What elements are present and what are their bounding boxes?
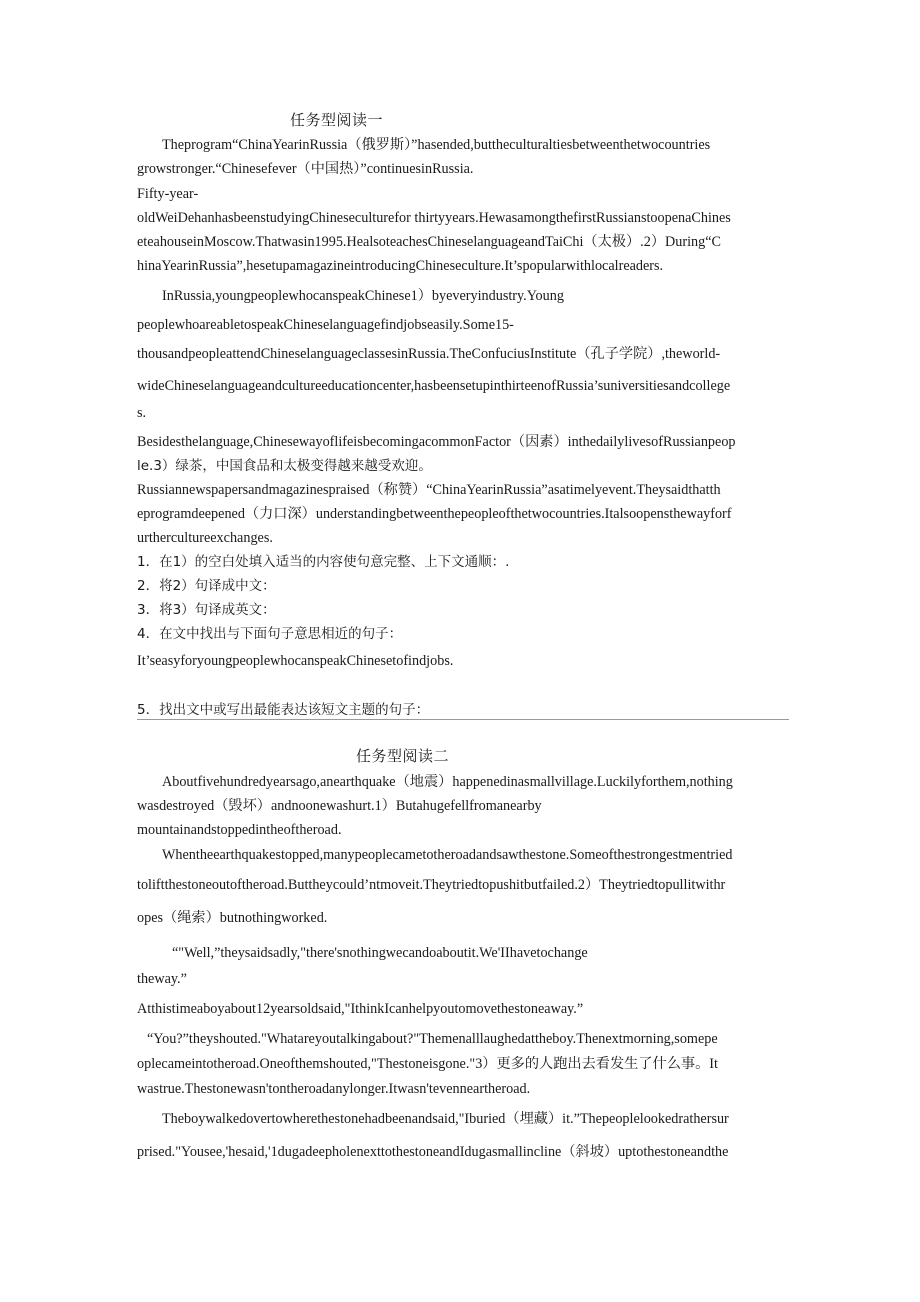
s1-line: Russiannewspapersandmagazinespraised（称赞）“ChinaYearinRussia”asatimelyevent.Theysaidthatth xyxy=(137,482,721,498)
s1-line: s. xyxy=(137,405,147,421)
s2-line: mountainandstoppedintheoftheroad. xyxy=(137,822,342,838)
s1-line: wideChineselanguageandcultureeducationcenter,hasbeensetupinthirteenofRussia’suniversitiesandcollege xyxy=(137,378,731,394)
s2-line: Aboutfivehundredyearsago,anearthquake（地震）happenedinasmallvillage.Luckilyforthem,nothing xyxy=(162,774,733,790)
question-4: 4．在文中找出与下面句子意思相近的句子： xyxy=(137,626,403,642)
s1-line: thousandpeopleattendChineselanguageclassesinRussia.TheConfuciusInstitute（孔子学院）,theworld- xyxy=(137,346,721,362)
s2-line: wasdestroyed（毁坏）andnoonewashurt.1）Butahugefellfromanearby xyxy=(137,798,542,814)
s2-line: oplecameintotheroad.Oneofthemshouted,"Thestoneisgone."3）更多的人跑出去看发生了什么事。It xyxy=(137,1056,718,1072)
s2-line: “"Well,”theysaidsadly,"there'snothingwecandoaboutit.We'IIhavetochange xyxy=(172,945,588,961)
s1-line: peoplewhoareabletospeakChineselanguagefindjobseasily.Some15- xyxy=(137,317,514,333)
s1-line: Besidesthelanguage,ChinesewayoflifeisbecomingacommonFactor（因素）inthedailylivesofRussianpeop xyxy=(137,434,736,450)
s2-line: theway.” xyxy=(137,971,187,987)
s1-line: hinaYearinRussia”,hesetupamagazineintroducingChineseculture.It’spopularwithlocalreaders. xyxy=(137,258,664,274)
s2-line: opes（绳索）butnothingworked. xyxy=(137,910,328,926)
s2-line: toliftthestoneoutoftheroad.Buttheycould’ntmoveit.Theytriedtopushitbutfailed.2）Theytriedtopullitwithr xyxy=(137,877,726,893)
s1-line: InRussia,youngpeoplewhocanspeakChinese1）byeveryindustry.Young xyxy=(162,288,564,304)
section2-title: 任务型阅读二 xyxy=(356,747,450,765)
s1-line: growstronger.“Chinesefever（中国热）”continuesinRussia. xyxy=(137,161,474,177)
s1-line: urthercultureexchanges. xyxy=(137,530,273,546)
s1-line: oldWeiDehanhasbeenstudyingChineseculturefor thirtyyears.HewasamongthefirstRussianstoopenaChines xyxy=(137,210,731,226)
s2-line: Atthistimeaboyabout12yearsoldsaid,"IthinkIcanhelpyoutomovethestoneaway.” xyxy=(137,1001,584,1017)
s1-line: le.3）绿茶，中国食品和太极变得越来越受欢迎。 xyxy=(137,458,432,474)
s1-line: eprogramdeepened（力口深）understandingbetweenthepeopleofthetwocountries.Italsoopensthewayforf xyxy=(137,506,732,522)
s2-line: prised."Yousee,'hesaid,'1dugadeepholenexttothestoneandIdugasmallincline（斜坡）uptothestoneandthe xyxy=(137,1144,729,1160)
s1-line: eteahouseinMoscow.Thatwasin1995.HealsoteachesChineselanguageandTaiChi（太极）.2）During“C xyxy=(137,234,721,250)
question-4-sentence: It’seasyforyoungpeoplewhocanspeakChinesetofindjobs. xyxy=(137,653,454,669)
s2-line: “You?”theyshouted."Whatareyoutalkingabout?"Themenalllaughedattheboy.Thenextmorning,somepe xyxy=(147,1031,718,1047)
s2-line: Whentheearthquakestopped,manypeoplecametotheroadandsawthestone.Someofthestrongestmentried xyxy=(162,847,733,863)
question-5: 5．找出文中或写出最能表达该短文主题的句子： xyxy=(137,702,430,718)
question-3: 3．将3）句译成英文： xyxy=(137,602,276,618)
question-1: 1．在1）的空白处填入适当的内容使句意完整、上下文通顺：. xyxy=(137,554,510,570)
s2-line: Theboywalkedovertowherethestonehadbeenandsaid,"Iburied（埋藏）it.”Thepeoplelookedrathersur xyxy=(162,1111,729,1127)
s2-line: wastrue.Thestonewasn'tontheroadanylonger.Itwasn'tevenneartheroad. xyxy=(137,1081,531,1097)
s1-line: Fifty-year- xyxy=(137,186,199,202)
question-2: 2．将2）句译成中文： xyxy=(137,578,276,594)
s1-line: Theprogram“ChinaYearinRussia（俄罗斯）”hasended,buttheculturaltiesbetweenthetwocountries xyxy=(162,137,711,153)
section1-title: 任务型阅读一 xyxy=(290,111,384,129)
answer-line xyxy=(137,719,789,720)
